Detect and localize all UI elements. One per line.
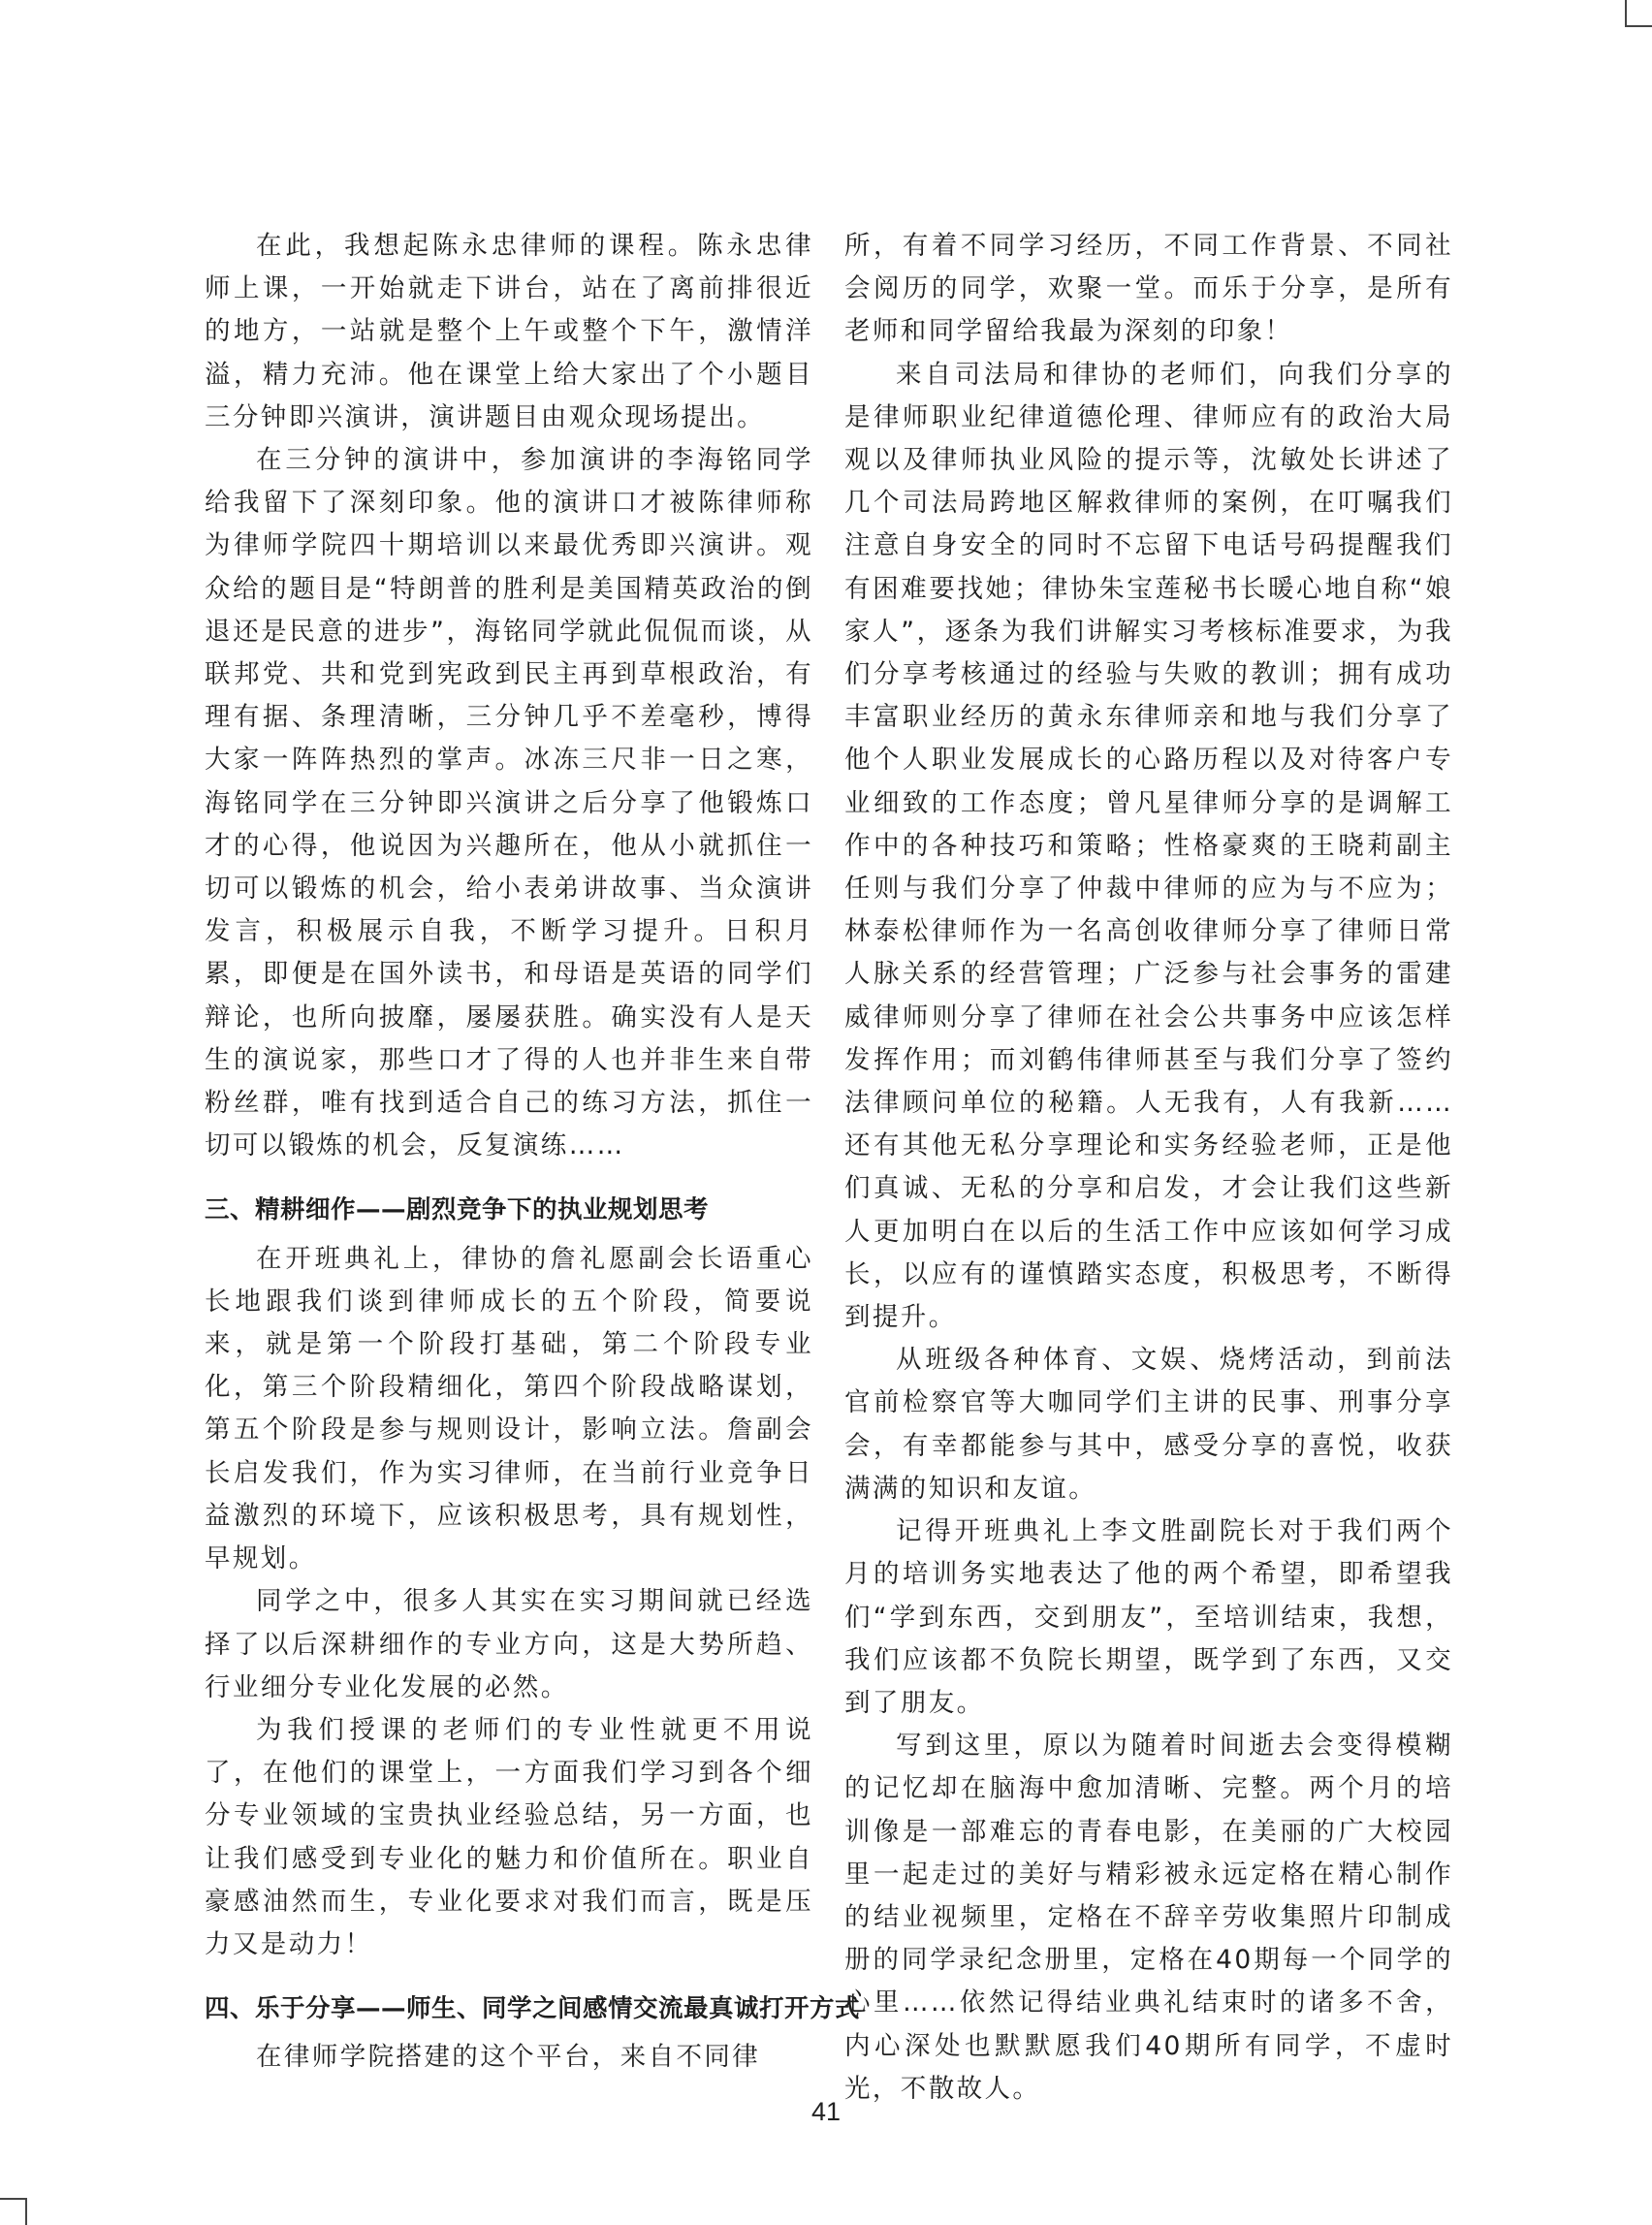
paragraph: 来自司法局和律协的老师们，向我们分享的是律师职业纪律道德伦理、律师应有的政治大局观以及律师执业风险的提示等，沈敏处长讲述了几个司法局跨地区解救律师的案例，在叮嘱我们注意自身安全的同时不忘留下电话号码提醒我们有困难要找她；律协朱宝莲秘书长暖心地自称“娘家人”，逐条为我们讲解实习考核标准要求，为我们分享考核通过的经验与失败的教训；拥有成功丰富职业经历的黄永东律师亲和地与我们分享了他个人职业发展成长的心路历程以及对待客户专业细致的工作态度；曾凡星律师分享的是调解工作中的各种技巧和策略；性格豪爽的王晓莉副主任则与我们分享了仲裁中律师的应为与不应为；林泰松律师作为一名高创收律师分享了律师日常人脉关系的经营管理；广泛参与社会事务的雷建威律师则分享了律师在社会公共事务中应该怎样发挥作用；而刘鹤伟律师甚至与我们分享了签约法律顾问单位的秘籍。人无我有，人有我新……还有其他无私分享理论和实务经验老师，正是他们真诚、无私的分享和启发，才会让我们这些新人更加明白在以后的生活工作中应该如何学习成长，以应有的谨慎踏实态度，积极思考，不断得到提升。 bbox=[844, 359, 1453, 1333]
paragraph: 在律师学院搭建的这个平台，来自不同律 bbox=[256, 2042, 761, 2073]
section-heading-4: 四、乐于分享——师生、同学之间感情交流最真诚打开方式 bbox=[205, 1994, 861, 2024]
paragraph: 在三分钟的演讲中，参加演讲的李海铭同学给我留下了深刻印象。他的演讲口才被陈律师称为律师学院四十期培训以来最优秀即兴演讲。观众给的题目是“特朗普的胜利是美国精英政治的倒退还是民意的进步”，海铭同学就此侃侃而谈，从联邦党、共和党到宪政到民主再到草根政治，有理有据、条理清晰，三分钟几乎不差毫秒，博得大家一阵阵热烈的掌声。冰冻三尺非一日之寒，海铭同学在三分钟即兴演讲之后分享了他锻炼口才的心得，他说因为兴趣所在，他从小就抓住一切可以锻炼的机会，给小表弟讲故事、当众演讲发言，积极展示自我，不断学习提升。日积月累，即便是在国外读书，和母语是英语的同学们辩论，也所向披靡，屡屡获胜。确实没有人是天生的演说家，那些口才了得的人也并非生来自带粉丝群，唯有找到适合自己的练习方法，抓住一切可以锻炼的机会，反复演练…… bbox=[205, 445, 813, 1161]
crop-mark-top-right bbox=[1625, 0, 1652, 27]
section-heading-3: 三、精耕细作——剧烈竞争下的执业规划思考 bbox=[205, 1195, 710, 1225]
right-column bbox=[844, 225, 1453, 2111]
paragraph: 在开班典礼上，律协的詹礼愿副会长语重心长地跟我们谈到律师成长的五个阶段，简要说来，就是第一个阶段打基础，第二个阶段专业化，第三个阶段精细化，第四个阶段战略谋划，第五个阶段是参与规则设计，影响立法。詹副会长启发我们，作为实习律师，在当前行业竞争日益激烈的环境下，应该积极思考，具有规划性，早规划。 bbox=[205, 1243, 813, 1574]
paragraph: 记得开班典礼上李文胜副院长对于我们两个月的培训务实地表达了他的两个希望，即希望我们“学到东西，交到朋友”，至培训结束，我想，我们应该都不负院长期望，既学到了东西，又交到了朋友。 bbox=[844, 1516, 1453, 1718]
paragraph: 写到这里，原以为随着时间逝去会变得模糊的记忆却在脑海中愈加清晰、完整。两个月的培训像是一部难忘的青春电影，在美丽的广大校园里一起走过的美好与精彩被永远定格在精心制作的结业视频里，定格在不辞辛劳收集照片印制成册的同学录纪念册里，定格在40期每一个同学的心里……依然记得结业典礼结束时的诸多不舍，内心深处也默默愿我们40期所有同学，不虚时光，不散故人。 bbox=[844, 1731, 1453, 2104]
paragraph: 同学之中，很多人其实在实习期间就已经选择了以后深耕细作的专业方向，这是大势所趋、行业细分专业化发展的必然。 bbox=[205, 1586, 813, 1702]
left-column bbox=[205, 225, 861, 2080]
page-number: 41 bbox=[810, 2097, 842, 2126]
paragraph-continued: 所，有着不同学习经历，不同工作背景、不同社会阅历的同学，欢聚一堂。而乐于分享，是所有老师和同学留给我最为深刻的印象！ bbox=[844, 231, 1453, 347]
paragraph: 在此，我想起陈永忠律师的课程。陈永忠律师上课，一开始就走下讲台，站在了离前排很近的地方，一站就是整个上午或整个下午，激情洋溢，精力充沛。他在课堂上给大家出了个小题目三分钟即兴演讲，演讲题目由观众现场提出。 bbox=[205, 231, 813, 432]
paragraph: 为我们授课的老师们的专业性就更不用说了，在他们的课堂上，一方面我们学习到各个细分专业领域的宝贵执业经验总结，另一方面，也让我们感受到专业化的魅力和价值所在。职业自豪感油然而生，专业化要求对我们而言，既是压力又是动力！ bbox=[205, 1714, 813, 1959]
crop-mark-bottom-left bbox=[0, 2198, 27, 2225]
paragraph: 从班级各种体育、文娱、烧烤活动，到前法官前检察官等大咖同学们主讲的民事、刑事分享会，有幸都能参与其中，感受分享的喜悦，收获满满的知识和友谊。 bbox=[844, 1345, 1453, 1504]
